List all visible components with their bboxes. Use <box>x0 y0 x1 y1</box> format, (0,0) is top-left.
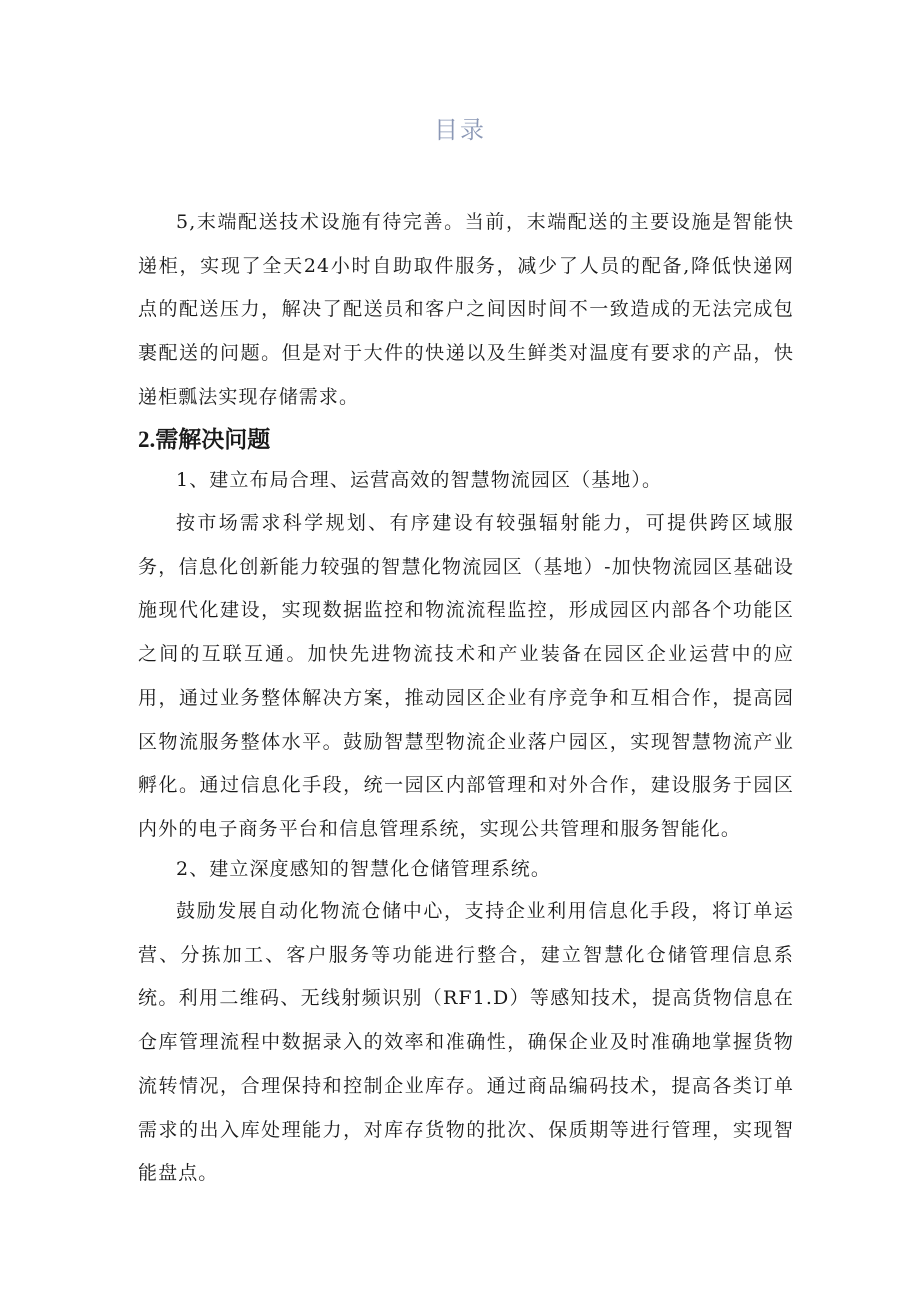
item-2-title: 2、建立深度感知的智慧化仓储管理系统。 <box>176 858 551 880</box>
item-1-title: 1、建立布局合理、运营高效的智慧物流园区（基地）。 <box>176 469 663 491</box>
toc-title: 目录 <box>434 116 486 144</box>
item-2-body: 鼓励发展自动化物流仓储中心，支持企业利用信息化手段，将订单运营、分拣加工、客户服务等功能进行整合，建立智慧化仓储管理信息系统。利用二维码、无线射频识别（RF1.D）等感知技术，提高货物信息在仓库管理流程中数据录入的效率和准确性，确保企业及时准确地掌握货物流转情况，合理保持和控制企业库存。通过商品编码技术，提高各类订单需求的出入库处理能力，对库存货物的批次、保质期等进行管理，实现智能盘点。 <box>138 900 794 1185</box>
item-1-body: 按市场需求科学规划、有序建设有较强辐射能力，可提供跨区域服务，信息化创新能力较强的智慧化物流园区（基地）-加快物流园区基础设施现代化建设，实现数据监控和物流流程监控，形成园区内部各个功能区之间的互联互通。加快先进物流技术和产业装备在园区企业运营中的应用，通过业务整体解决方案，推动园区企业有序竞争和互相合作，提高园区物流服务整体水平。鼓励智慧型物流企业落户园区，实现智慧物流产业孵化。通过信息化手段，统一园区内部管理和对外合作，建设服务于园区内外的电子商务平台和信息管理系统，实现公共管理和服务智能化。 <box>138 512 794 840</box>
section-heading: 2.需解决问题 <box>138 427 271 452</box>
paragraph-last-mile-delivery: 5,末端配送技术设施有待完善。当前，末端配送的主要设施是智能快递柜，实现了全天24小时自助取件服务，减少了人员的配备,降低快递网点的配送压力，解决了配送员和客户之间因时间不一致造成的无法完成包裹配送的问题。但是对于大件的快递以及生鲜类对温度有要求的产品，快递柜瓢法实现存储需求。 <box>138 211 794 408</box>
